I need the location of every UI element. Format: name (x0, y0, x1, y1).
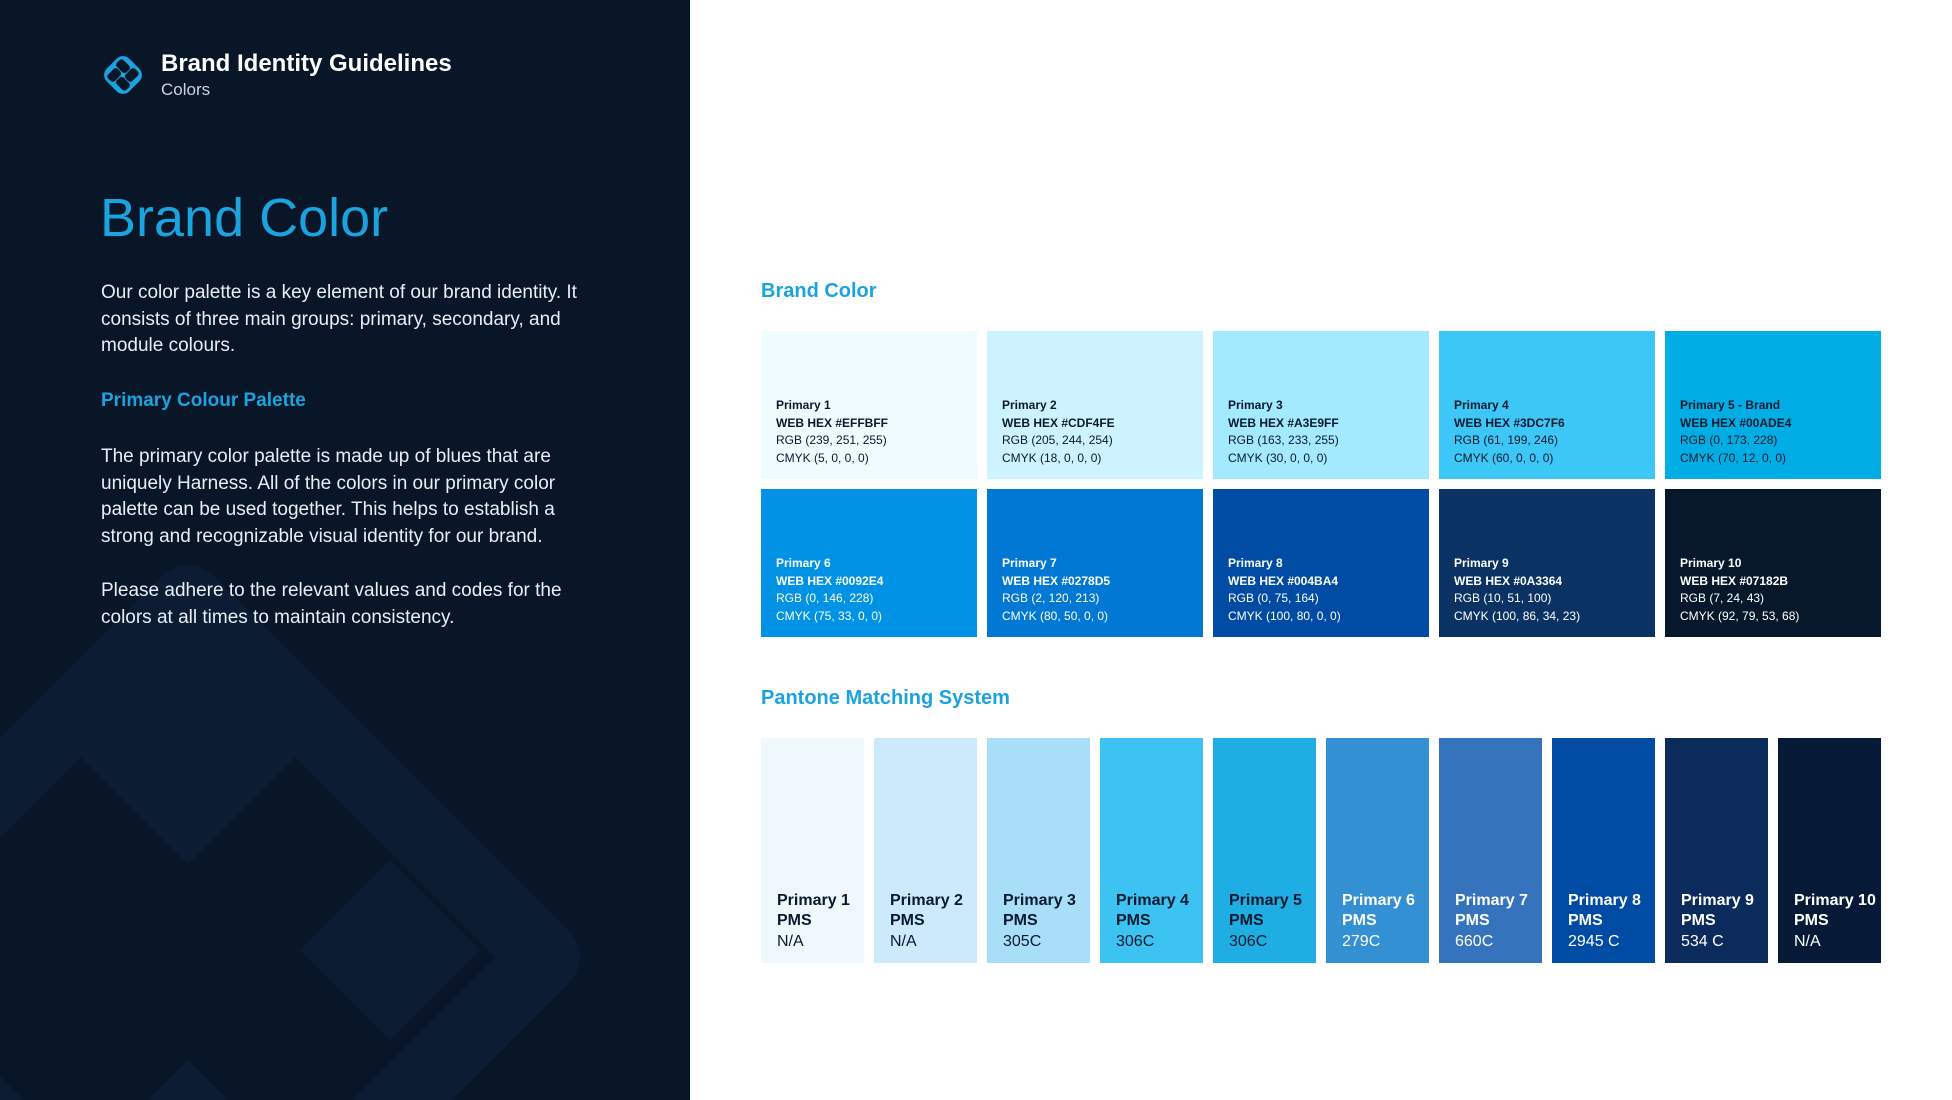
swatch-cmyk: CMYK (75, 33, 0, 0) (776, 608, 883, 623)
pms-name: Primary 7 (1455, 891, 1528, 909)
swatch-name: Primary 2 (1002, 398, 1057, 412)
swatch-name: Primary 9 (1454, 556, 1509, 570)
pms-code: N/A (777, 932, 804, 950)
brand-header (100, 50, 452, 100)
pms-info (1116, 891, 1189, 953)
pms-code: 306C (1116, 932, 1155, 950)
pms-swatch (1665, 738, 1768, 963)
swatch-cmyk: CMYK (100, 86, 34, 23) (1454, 608, 1581, 623)
swatch-cmyk: CMYK (92, 79, 53, 68) (1680, 608, 1800, 623)
pms-swatch (1439, 738, 1542, 963)
app-title: Brand Identity Guidelines (161, 50, 452, 77)
pms-swatch (1213, 738, 1316, 963)
pms-info (1342, 891, 1415, 953)
pms-name: Primary 5 (1229, 891, 1302, 909)
pms-code: 306C (1229, 932, 1268, 950)
intro-paragraph: Our color palette is a key element of our brand identity. It consists of three main groups: primary, secondary, and module colours. (101, 282, 577, 356)
swatch-web-hex: WEB HEX #EFFBFF (776, 415, 889, 430)
swatch-info (1454, 555, 1580, 625)
color-swatch (1439, 331, 1655, 479)
swatch-name: Primary 7 (1002, 556, 1057, 570)
swatch-rgb: RGB (205, 244, 254) (1002, 433, 1113, 447)
swatch-rgb: RGB (10, 51, 100) (1454, 591, 1552, 605)
swatch-info (1002, 397, 1115, 467)
pms-swatch (761, 738, 864, 963)
pms-info (1681, 891, 1754, 953)
consistency-paragraph: Please adhere to the relevant values and codes for the colors at all times to maintain consistency. (101, 580, 562, 628)
pms-label: PMS (1229, 912, 1264, 929)
swatch-rgb: RGB (0, 75, 164) (1228, 591, 1319, 605)
swatch-rgb: RGB (0, 173, 228) (1680, 433, 1778, 447)
brand-logo-icon (100, 52, 146, 98)
pms-info (890, 891, 963, 953)
swatch-web-hex: WEB HEX #0A3364 (1454, 573, 1563, 588)
swatch-rgb: RGB (0, 146, 228) (776, 591, 874, 605)
swatch-rgb: RGB (2, 120, 213) (1002, 591, 1100, 605)
pms-code: N/A (1794, 932, 1821, 950)
pms-info (1568, 891, 1641, 953)
color-swatch (761, 489, 977, 637)
brand-title-block (161, 50, 452, 100)
color-swatch (1213, 331, 1429, 479)
pms-swatch (874, 738, 977, 963)
swatch-info (776, 555, 883, 625)
pms-label: PMS (1455, 912, 1490, 929)
color-swatch (761, 331, 977, 479)
swatch-cmyk: CMYK (60, 0, 0, 0) (1454, 450, 1554, 465)
swatch-info (1228, 397, 1339, 467)
pms-code: 2945 C (1568, 932, 1620, 950)
swatch-rgb: RGB (163, 233, 255) (1228, 433, 1339, 447)
swatch-cmyk: CMYK (5, 0, 0, 0) (776, 450, 869, 465)
pms-code: N/A (890, 932, 917, 950)
swatch-info (1002, 555, 1110, 625)
pms-swatch (1326, 738, 1429, 963)
pms-swatch-row (761, 738, 1881, 963)
swatch-cmyk: CMYK (18, 0, 0, 0) (1002, 450, 1102, 465)
color-swatch (1665, 331, 1881, 479)
left-panel (0, 0, 690, 1100)
color-swatch (987, 489, 1203, 637)
pms-label: PMS (1342, 912, 1377, 929)
swatch-name: Primary 8 (1228, 556, 1283, 570)
description-block (101, 280, 611, 631)
pms-code: 660C (1455, 932, 1494, 950)
swatch-web-hex: WEB HEX #CDF4FE (1002, 415, 1115, 430)
pms-swatch (987, 738, 1090, 963)
pms-swatch (1552, 738, 1655, 963)
background-logo-watermark-icon (0, 560, 690, 1100)
pms-name: Primary 1 (777, 891, 850, 909)
swatch-cmyk: CMYK (70, 12, 0, 0) (1680, 450, 1787, 465)
swatch-info (1228, 555, 1341, 625)
pms-name: Primary 3 (1003, 891, 1076, 909)
pms-code: 305C (1003, 932, 1042, 950)
swatch-name: Primary 10 (1680, 556, 1742, 570)
pms-label: PMS (777, 912, 812, 929)
swatch-info (1680, 397, 1791, 467)
pms-code: 534 C (1681, 932, 1724, 950)
swatch-cmyk: CMYK (100, 80, 0, 0) (1228, 608, 1341, 623)
swatch-rgb: RGB (61, 199, 246) (1454, 433, 1559, 447)
swatch-rgb: RGB (7, 24, 43) (1680, 591, 1765, 605)
swatch-web-hex: WEB HEX #004BA4 (1228, 573, 1339, 588)
pms-info (1003, 891, 1076, 953)
swatch-web-hex: WEB HEX #07182B (1680, 573, 1789, 588)
pms-label: PMS (1003, 912, 1038, 929)
swatch-name: Primary 4 (1454, 398, 1509, 412)
color-swatch (987, 331, 1203, 479)
page-title: Brand Color (100, 188, 389, 248)
color-swatch (1439, 489, 1655, 637)
pms-name: Primary 4 (1116, 891, 1189, 909)
primary-palette-subheading: Primary Colour Palette (101, 389, 306, 411)
pms-info (1229, 891, 1302, 953)
swatch-web-hex: WEB HEX #A3E9FF (1228, 415, 1339, 430)
palette-description-paragraph: The primary color palette is made up of blues that are uniquely Harness. All of the colors in our primary color palette can be used together. This helps to establish a strong and recognizable visual identity for our brand. (101, 446, 556, 547)
swatch-info (1680, 555, 1799, 625)
pms-swatch (1778, 738, 1881, 963)
pms-label: PMS (1116, 912, 1151, 929)
swatch-web-hex: WEB HEX #0092E4 (776, 573, 884, 588)
pms-swatch (1100, 738, 1203, 963)
swatch-name: Primary 5 - Brand (1680, 398, 1781, 412)
pms-name: Primary 6 (1342, 891, 1415, 909)
swatch-info (1454, 397, 1565, 467)
pms-label: PMS (1794, 912, 1829, 929)
pms-code: 279C (1342, 932, 1381, 950)
swatch-name: Primary 3 (1228, 398, 1283, 412)
swatch-name: Primary 1 (776, 398, 831, 412)
pms-label: PMS (1568, 912, 1603, 929)
swatch-web-hex: WEB HEX #00ADE4 (1680, 415, 1792, 430)
pms-name: Primary 10 (1794, 891, 1876, 909)
pms-info (777, 891, 850, 953)
pms-name: Primary 8 (1568, 891, 1641, 909)
app-subtitle: Colors (161, 80, 211, 99)
pms-info (1455, 891, 1528, 953)
pms-section-title: Pantone Matching System (761, 687, 1010, 709)
swatch-web-hex: WEB HEX #3DC7F6 (1454, 415, 1565, 430)
pms-name: Primary 2 (890, 891, 963, 909)
pms-label: PMS (1681, 912, 1716, 929)
color-swatch (1665, 489, 1881, 637)
pms-label: PMS (890, 912, 925, 929)
brand-color-section-title: Brand Color (761, 280, 877, 302)
swatch-name: Primary 6 (776, 556, 831, 570)
pms-info (1794, 891, 1876, 953)
pms-name: Primary 9 (1681, 891, 1754, 909)
color-swatch (1213, 489, 1429, 637)
swatch-info (776, 397, 888, 467)
swatch-web-hex: WEB HEX #0278D5 (1002, 573, 1111, 588)
swatch-rgb: RGB (239, 251, 255) (776, 433, 887, 447)
swatch-cmyk: CMYK (30, 0, 0, 0) (1228, 450, 1328, 465)
brand-color-swatch-grid (761, 331, 1881, 637)
swatch-cmyk: CMYK (80, 50, 0, 0) (1002, 608, 1109, 623)
